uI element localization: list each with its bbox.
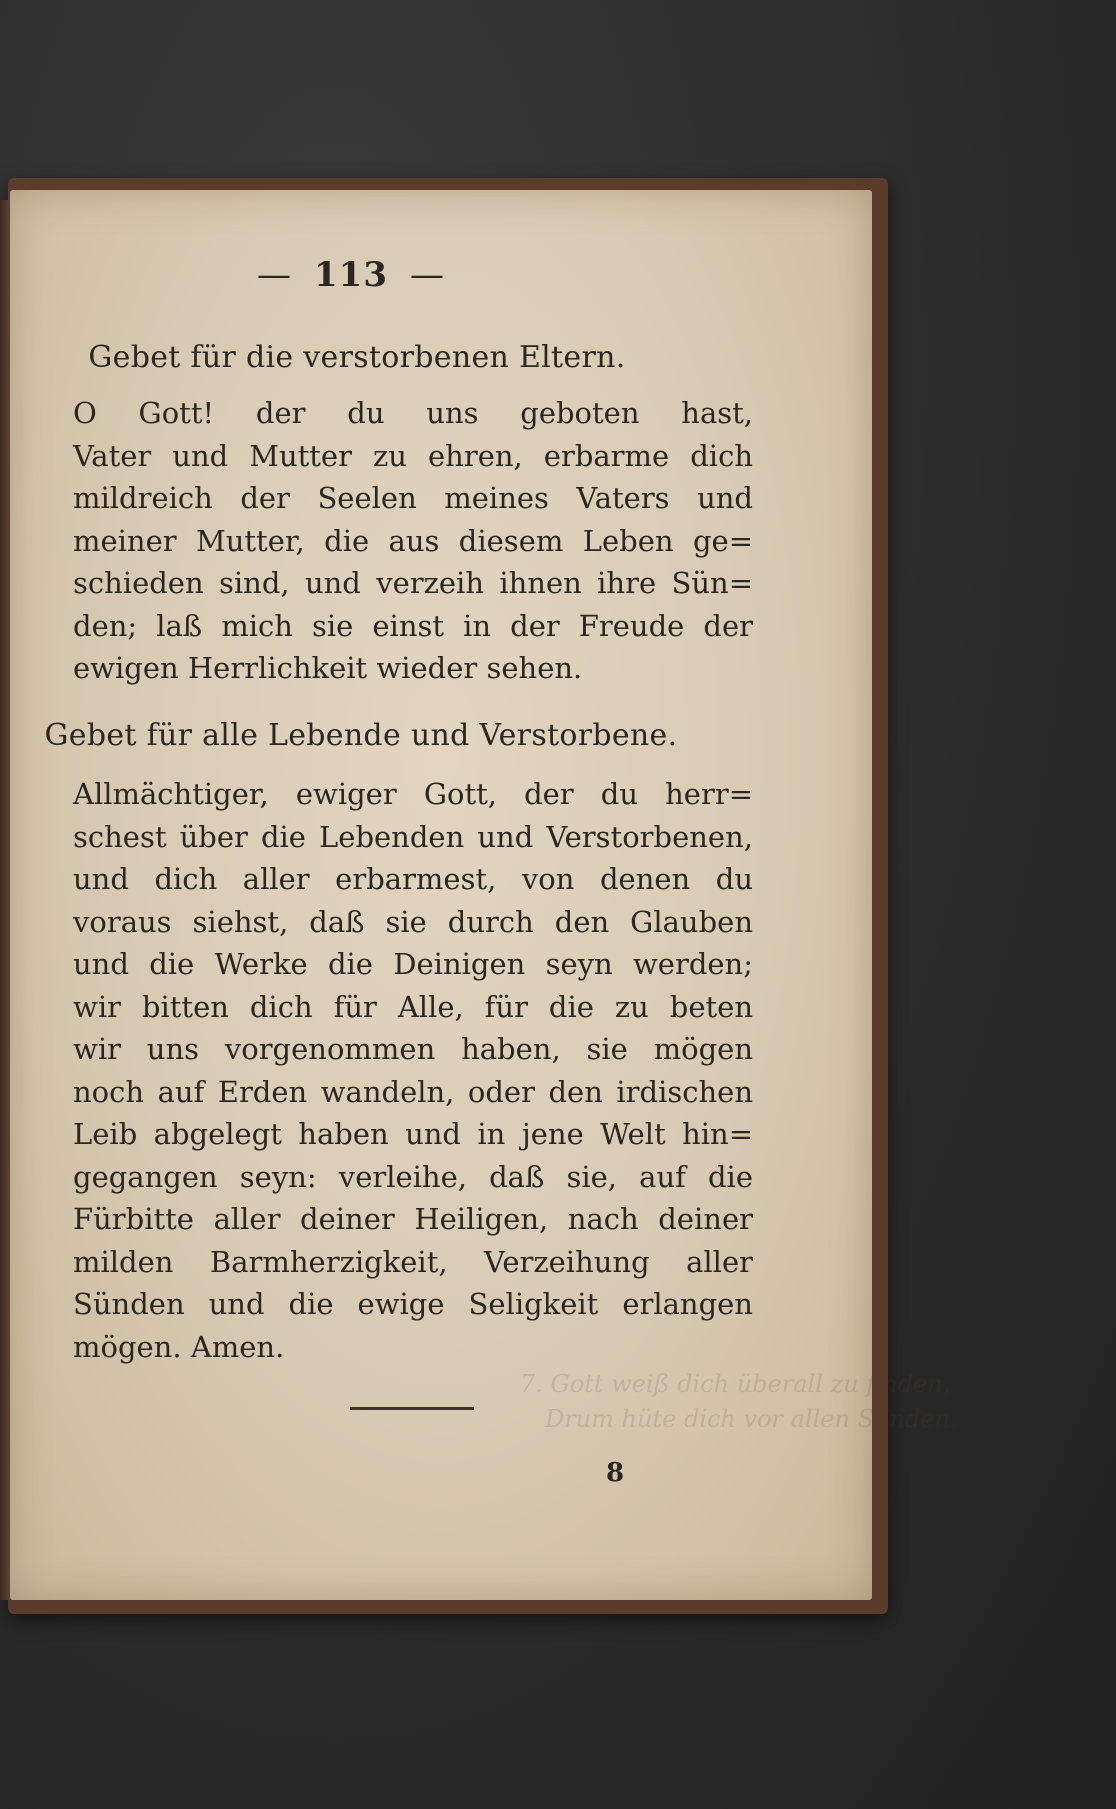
text-line: Sünden und die ewige Seligkeit erlangen <box>73 1287 753 1321</box>
text-line: Leib abgelegt haben und in jene Welt hin= <box>73 1117 753 1151</box>
text-line: gegangen seyn: verleihe, daß sie, auf die <box>73 1159 753 1194</box>
page-number-value: 113 <box>314 255 388 295</box>
text-line: milden Barmherzigkeit, Verzeihung aller <box>73 1244 753 1279</box>
text-line: schest über die Lebenden und Verstorbenen, <box>73 819 753 854</box>
text-line: Vater und Mutter zu ehren, erbarme dich <box>73 438 753 473</box>
text-line: mögen. Amen. <box>73 1329 285 1364</box>
text-line: wir bitten dich für Alle, für die zu beten <box>73 989 753 1024</box>
text-line: Fürbitte aller deiner Heiligen, nach deiner <box>73 1202 753 1236</box>
text-line: schieden sind, und verzeih ihnen ihre Sün= <box>73 566 753 600</box>
text-line: noch auf Erden wandeln, oder den irdischen <box>73 1074 753 1109</box>
prayer-2-text <box>73 773 753 1368</box>
text-line: meiner Mutter, die aus diesem Leben ge= <box>73 523 753 558</box>
text-line: und die Werke die Deinigen seyn werden; <box>73 947 753 981</box>
page-number <box>0 255 782 295</box>
dash-left: — <box>257 255 292 295</box>
bleed-through-line-2: Drum hüte dich vor allen Sünden. <box>545 1405 958 1433</box>
text-line: ewigen Herrlichkeit wieder sehen. <box>73 651 583 685</box>
prayer-1-title: Gebet für die verstorbenen Eltern. <box>88 340 626 375</box>
signature-mark: 8 <box>606 1458 625 1488</box>
dash-right: — <box>409 255 445 295</box>
text-line: und dich aller erbarmest, von denen du <box>73 862 753 896</box>
bleed-through-line-1: 7. Gott weiß dich überall zu finden, <box>520 1370 951 1398</box>
text-line: den; laß mich sie einst in der Freude der <box>73 608 753 643</box>
text-line: mildreich der Seelen meines Vaters und <box>73 481 753 515</box>
prayer-1-text <box>73 392 753 690</box>
text-line: wir uns vorgenommen haben, sie mögen <box>73 1032 753 1066</box>
text-line: voraus siehst, daß sie durch den Glauben <box>73 904 753 939</box>
text-line: Allmächtiger, ewiger Gott, der du herr= <box>73 777 753 811</box>
text-line: O Gott! der du uns geboten hast, <box>73 396 753 430</box>
prayer-2-title: Gebet für alle Lebende und Verstorbene. <box>44 718 678 753</box>
closing-rule <box>350 1407 474 1410</box>
